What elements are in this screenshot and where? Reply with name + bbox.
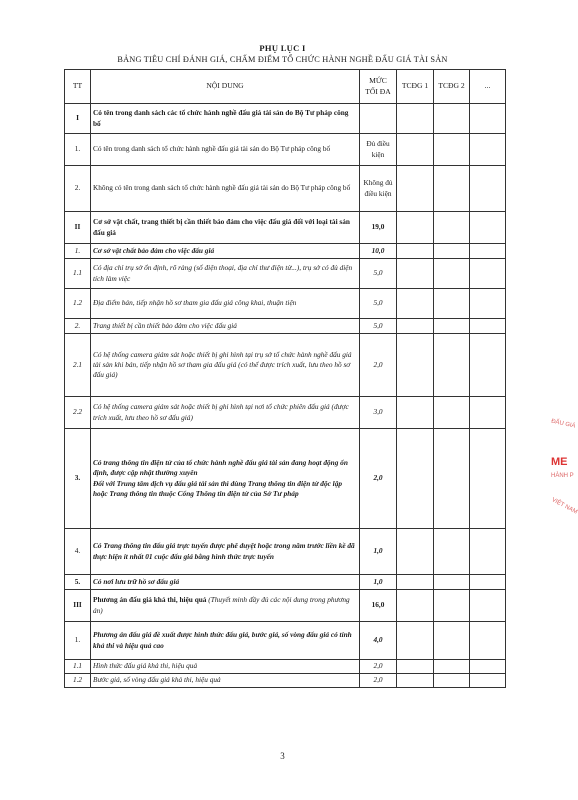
stamp-fragment: VIỆT NAM	[550, 497, 578, 516]
row-tt: 5.	[65, 575, 91, 590]
score-cell	[434, 429, 470, 529]
row-content: Có tên trong danh sách tổ chức hành nghề đấu giá tài sản do Bộ Tư pháp công bố	[91, 134, 360, 166]
table-row	[65, 660, 506, 674]
row-content: Có hệ thống camera giám sát hoặc thiết bị ghi hình tại trụ sở tổ chức hành nghề đấu giá tài sản khi bán, tiếp nhận hồ sơ tham gia đấu giá (có thể được trích xuất, lưu theo hồ sơ đấu giá)	[91, 334, 360, 397]
row-max: 1,0	[360, 575, 397, 590]
score-cell	[397, 674, 434, 688]
score-cell	[434, 166, 470, 212]
stamp-fragment: ME	[551, 456, 568, 468]
table-row	[65, 334, 506, 397]
score-cell	[434, 660, 470, 674]
row-tt: 1.	[65, 134, 91, 166]
score-cell	[397, 429, 434, 529]
score-cell	[397, 622, 434, 660]
score-cell	[470, 590, 506, 622]
header-more: ...	[470, 70, 506, 104]
table-row	[65, 674, 506, 688]
score-cell	[397, 397, 434, 429]
stamp-fragment: HÀNH P	[551, 473, 574, 479]
score-cell	[434, 289, 470, 319]
table-row	[65, 259, 506, 289]
row-max: 19,0	[360, 212, 397, 244]
row-max: 2,0	[360, 660, 397, 674]
row-content: Hình thức đấu giá khả thi, hiệu quả	[91, 660, 360, 674]
row-tt: 1.2	[65, 289, 91, 319]
table-row	[65, 575, 506, 590]
score-cell	[397, 319, 434, 334]
score-cell	[397, 660, 434, 674]
row-tt: 1.2	[65, 674, 91, 688]
score-cell	[470, 397, 506, 429]
score-cell	[397, 334, 434, 397]
score-cell	[397, 166, 434, 212]
row-max	[360, 104, 397, 134]
score-cell	[397, 529, 434, 575]
row-tt: 1.1	[65, 660, 91, 674]
row-content: Địa điểm bán, tiếp nhận hồ sơ tham gia đấu giá công khai, thuận tiện	[91, 289, 360, 319]
table-row	[65, 289, 506, 319]
row-content	[91, 429, 360, 529]
row-content-main: Phương án đấu giá khả thi, hiệu quả	[93, 595, 207, 605]
row-content: Cơ sở vật chất, trang thiết bị cần thiết bảo đảm cho việc đấu giá đối với loại tài sản đấu giá	[91, 212, 360, 244]
score-cell	[470, 134, 506, 166]
score-cell	[397, 590, 434, 622]
score-cell	[397, 134, 434, 166]
table-row	[65, 166, 506, 212]
score-cell	[397, 244, 434, 259]
score-cell	[434, 134, 470, 166]
score-cell	[397, 259, 434, 289]
row-content: Không có tên trong danh sách tổ chức hành nghề đấu giá tài sản do Bộ Tư pháp công bố	[91, 166, 360, 212]
header-tcdg2: TCĐG 2	[434, 70, 470, 104]
score-cell	[434, 319, 470, 334]
row-tt: 2.1	[65, 334, 91, 397]
stamp-fragment: ĐẤU GIÁ	[550, 418, 576, 430]
score-cell	[434, 212, 470, 244]
score-cell	[434, 259, 470, 289]
row-tt: 1.1	[65, 259, 91, 289]
score-cell	[434, 575, 470, 590]
row-max: 2,0	[360, 429, 397, 529]
table-row	[65, 429, 506, 529]
row-tt: 1.	[65, 244, 91, 259]
table-row	[65, 529, 506, 575]
score-cell	[470, 575, 506, 590]
row-tt: 2.2	[65, 397, 91, 429]
table-row	[65, 244, 506, 259]
score-cell	[434, 397, 470, 429]
row-content: Có Trang thông tin đấu giá trực tuyến được phê duyệt hoặc trong năm trước liền kề đã thực hiện ít nhất 01 cuộc đấu giá bằng hình thức trực tuyến	[91, 529, 360, 575]
row-max: 2,0	[360, 674, 397, 688]
score-cell	[470, 289, 506, 319]
table-row	[65, 134, 506, 166]
row-max: 5,0	[360, 289, 397, 319]
row-content: Có tên trong danh sách các tổ chức hành nghề đấu giá tài sản do Bộ Tư pháp công bố	[91, 104, 360, 134]
row-content: Có địa chỉ trụ sở ổn định, rõ ràng (số điện thoại, địa chỉ thư điện tử...), trụ sở có đủ diện tích làm việc	[91, 259, 360, 289]
row-content	[91, 590, 360, 622]
header-max-line2: TỐI ĐA	[365, 86, 391, 96]
score-cell	[470, 166, 506, 212]
row-max: Đủ điều kiện	[360, 134, 397, 166]
score-cell	[470, 259, 506, 289]
row-max: 3,0	[360, 397, 397, 429]
row-content-note: (Thuyết minh đầy đủ các nội dung trong phương án)	[93, 595, 350, 615]
page-subtitle: BẢNG TIÊU CHÍ ĐÁNH GIÁ, CHẤM ĐIỂM TỔ CHỨC HÀNH NGHỀ ĐẤU GIÁ TÀI SẢN	[117, 55, 448, 64]
row-max: 4,0	[360, 622, 397, 660]
score-cell	[470, 660, 506, 674]
row-tt: 2.	[65, 166, 91, 212]
table-row	[65, 397, 506, 429]
score-cell	[470, 319, 506, 334]
table-header-row	[65, 70, 506, 104]
score-cell	[397, 104, 434, 134]
row-max: 16,0	[360, 590, 397, 622]
score-cell	[434, 622, 470, 660]
table-row	[65, 212, 506, 244]
header-tt: TT	[65, 70, 91, 104]
score-cell	[470, 429, 506, 529]
row-content: Bước giá, số vòng đấu giá khả thi, hiệu quả	[91, 674, 360, 688]
score-cell	[397, 289, 434, 319]
header-max-line1: MỨC	[369, 76, 387, 86]
score-cell	[470, 104, 506, 134]
row-content: Phương án đấu giá đề xuất được hình thức đấu giá, bước giá, số vòng đấu giá có tính khả thi và hiệu quả cao	[91, 622, 360, 660]
score-cell	[470, 622, 506, 660]
score-cell	[470, 334, 506, 397]
score-cell	[434, 244, 470, 259]
criteria-table	[64, 69, 506, 688]
score-cell	[397, 575, 434, 590]
row-max: 2,0	[360, 334, 397, 397]
row-tt: III	[65, 590, 91, 622]
row-content: Có hệ thống camera giám sát hoặc thiết bị ghi hình tại nơi tổ chức phiên đấu giá (được trích xuất, lưu theo hồ sơ đấu giá)	[91, 397, 360, 429]
row-max: 5,0	[360, 319, 397, 334]
row-tt: 2.	[65, 319, 91, 334]
score-cell	[434, 529, 470, 575]
score-cell	[434, 334, 470, 397]
row-max: 10,0	[360, 244, 397, 259]
row-tt: 4.	[65, 529, 91, 575]
row-tt: I	[65, 104, 91, 134]
score-cell	[397, 212, 434, 244]
score-cell	[470, 674, 506, 688]
row-tt: II	[65, 212, 91, 244]
score-cell	[434, 590, 470, 622]
row-content: Trang thiết bị cần thiết bảo đảm cho việc đấu giá	[91, 319, 360, 334]
page-number: 3	[280, 751, 285, 761]
row-content: Cơ sở vật chất bảo đảm cho việc đấu giá	[91, 244, 360, 259]
score-cell	[434, 104, 470, 134]
header-tcdg1: TCĐG 1	[397, 70, 434, 104]
table-row	[65, 590, 506, 622]
row-content-main: Có trang thông tin điện tử của tổ chức hành nghề đấu giá tài sản đang hoạt động ổn định, được cập nhật thường xuyên	[93, 458, 348, 478]
score-cell	[470, 244, 506, 259]
score-cell	[434, 674, 470, 688]
header-max	[360, 70, 397, 104]
table-row	[65, 319, 506, 334]
row-max: 1,0	[360, 529, 397, 575]
row-tt: 3.	[65, 429, 91, 529]
row-content: Có nơi lưu trữ hồ sơ đấu giá	[91, 575, 360, 590]
row-tt: 1.	[65, 622, 91, 660]
score-cell	[470, 529, 506, 575]
row-max: 5,0	[360, 259, 397, 289]
row-max: Không đủ điều kiện	[360, 166, 397, 212]
page-title: PHỤ LỤC I	[259, 43, 306, 53]
score-cell	[470, 212, 506, 244]
table-row	[65, 622, 506, 660]
table-row	[65, 104, 506, 134]
header-content: NỘI DUNG	[91, 70, 360, 104]
row-content-secondary: Đối với Trung tâm dịch vụ đấu giá tài sản thì dùng Trang thông tin điện tử độc lập hoặc Trang thông tin thuộc Cổng Thông tin điện tử của Sở Tư pháp	[93, 478, 342, 498]
